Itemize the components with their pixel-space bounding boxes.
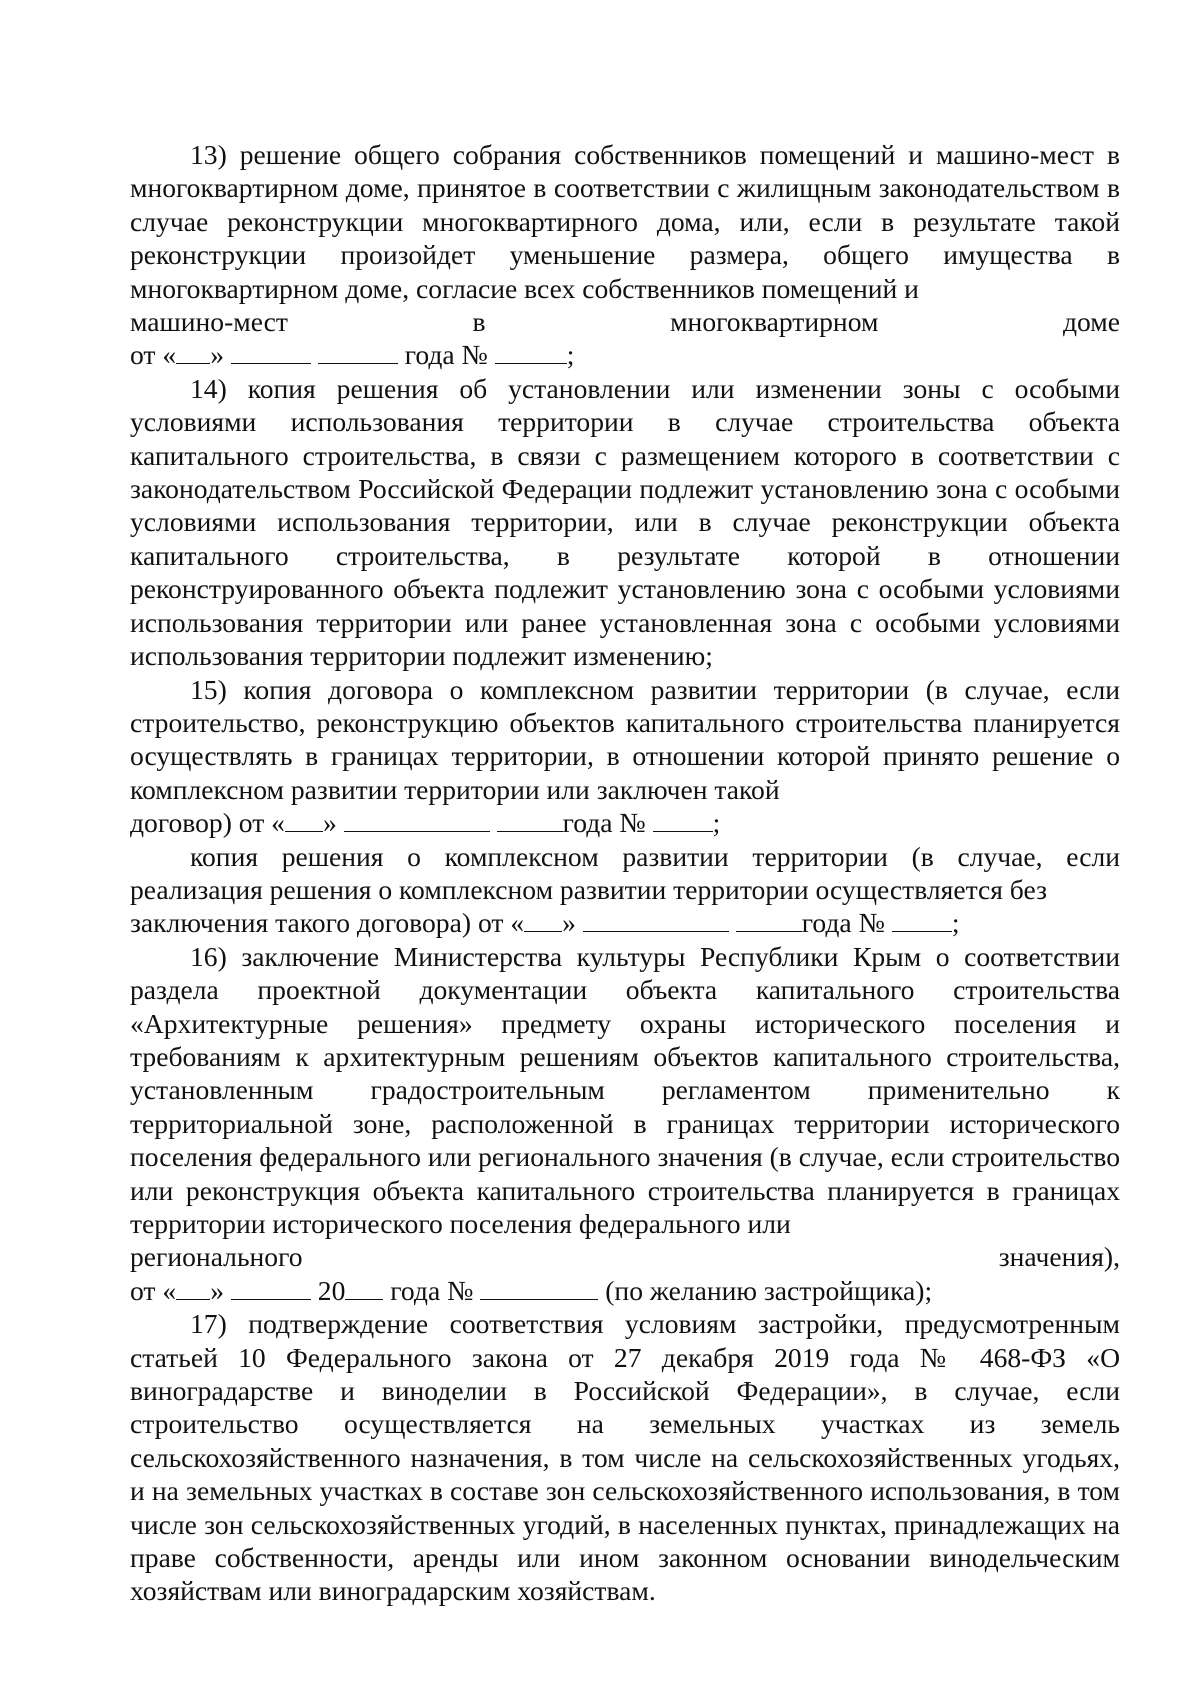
item-15-text: 15) копия договора о комплексном развитии территории (в случае, если строительство, реконструкцию объектов капитального строительства планируется осуществлять в границах территории, в отношении которой принято решение о комплексном развитии территории или заключен такой (130, 673, 1120, 805)
item-13-date-line: от « » года № ; (130, 339, 575, 371)
item-15b-text: копия решения о комплексном развитии территории (в случае, если реализация решения о комплексном развитии территории осуществляется без (130, 840, 1120, 905)
month-blank[interactable] (231, 341, 311, 364)
item-16-date-line: от « » 20 года № (по желанию застройщика); (130, 1274, 933, 1306)
month-blank[interactable] (583, 909, 729, 932)
item-14: 14) копия решения об установлении или изменении зоны с особыми условиями использования территории в случае строительства объекта капитального строительства, в связи с размещением которого в соответствии с законодательством Российской Федерации подлежит установлению зона с особыми условиями использования территории, или в случае реконструкции объекта капитального строительства, в результате которой в отношении реконструированного объекта подлежит установлению зона с особыми условиями использования территории или ранее установленная зона с особыми условиями использования территории подлежит изменению; (130, 372, 1120, 672)
item-15 (130, 673, 1120, 840)
month-blank[interactable] (344, 809, 490, 832)
year-blank[interactable] (345, 1277, 383, 1300)
item-17: 17) подтверждение соответствия условиям застройки, предусмотренным статьей 10 Федерального закона от 27 декабря 2019 года № 468-ФЗ «О виноградарстве и виноделии в Российской Федерации», в случае, если строительство осуществляется на земельных участках из земель сельскохозяйственного назначения, в том числе на сельскохозяйственных угодьях, и на земельных участках в составе зон сельскохозяйственного использования, в том числе зон сельскохозяйственных угодий, в населенных пунктах, принадлежащих на праве собственности, аренды или ином законном основании винодельческим хозяйствам или виноградарским хозяйствам. (130, 1308, 1120, 1607)
item-16 (130, 940, 1120, 1307)
day-blank[interactable] (524, 909, 562, 932)
day-blank[interactable] (285, 809, 323, 832)
item-16-text: 16) заключение Министерства культуры Республики Крым о соответствии раздела проектной документации объекта капитального строительства «Архитектурные решения» предмету охраны исторического поселения и требованиям к архитектурным решениям объектов капитального строительства, установленным градостроительным регламентом применительно к территориальной зоне, расположенной в границах территории исторического поселения федерального или регионального значения (в случае, если строительство или реконструкция объекта капитального строительства планируется в границах территории исторического поселения федерального или (130, 940, 1120, 1239)
item-15b-date-line: заключения такого договора) от « » года № ; (130, 907, 960, 939)
document-page (130, 138, 1120, 1608)
item-13-spread-line: машино-мест в многоквартирном доме (130, 306, 1120, 338)
number-blank[interactable] (495, 341, 567, 364)
item-15b (130, 840, 1120, 940)
day-blank[interactable] (176, 341, 210, 364)
item-13-text: 13) решение общего собрания собственников помещений и машино-мест в многоквартирном доме, принятое в соответствии с жилищным законодательством в случае реконструкции многоквартирного дома, или, если в результате такой реконструкции произойдет уменьшение размера, общего имущества в многоквартирном доме, согласие всех собственников помещений и (130, 139, 1120, 304)
year-blank[interactable] (497, 809, 563, 832)
month-blank-2[interactable] (318, 341, 398, 364)
item-15-date-line: договор) от « » года № ; (130, 807, 721, 839)
number-blank[interactable] (653, 809, 713, 832)
year-blank[interactable] (736, 909, 802, 932)
month-blank[interactable] (231, 1277, 311, 1300)
day-blank[interactable] (176, 1277, 210, 1300)
number-blank[interactable] (892, 909, 952, 932)
number-blank[interactable] (480, 1277, 598, 1300)
item-16-spread-line: регионального значения), (130, 1241, 1120, 1273)
item-13 (130, 138, 1120, 372)
